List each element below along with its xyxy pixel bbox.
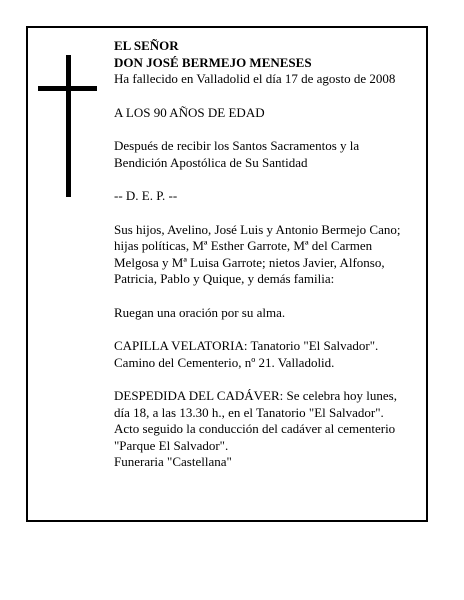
sacraments-line: Bendición Apostólica de Su Santidad [114,154,308,170]
chapel-line: CAPILLA VELATORIA: Tanatorio "El Salvador". [114,338,379,353]
family-line: Sus hijos, Avelino, José Luis y Antonio Bermejo Cano; [114,221,401,237]
rip-line: -- D. E. P. -- [114,188,178,203]
age-line: A LOS 90 AÑOS DE EDAD [114,104,265,120]
farewell-line: día 18, a las 13.30 h., en el Tanatorio "El Salvador". [114,404,384,420]
farewell-line: DESPEDIDA DEL CADÁVER: Se celebra hoy lunes, [114,388,397,403]
funeral-home-line: Funeraria "Castellana" [114,454,232,469]
honorific: EL SEÑOR [114,38,179,53]
family-paragraph [114,222,424,288]
chapel-paragraph [114,338,424,371]
farewell-line: Acto seguido la conducción del cadáver al cementerio [114,421,396,436]
death-notice: Ha fallecido en Valladolid el día 17 de agosto de 2008 [114,71,396,86]
cross-horizontal-bar [38,86,97,91]
sacraments-line: Después de recibir los Santos Sacramentos y la [114,138,360,153]
prayer-line: Ruegan una oración por su alma. [114,304,286,320]
obituary-header [114,38,424,88]
farewell-line: "Parque El Salvador". [114,437,229,453]
deceased-name: DON JOSÉ BERMEJO MENESES [114,54,312,70]
family-line: Melgosa y Mª Luisa Garrote; nietos Javier, Alfonso, [114,254,385,270]
obituary-text [114,38,424,488]
farewell-paragraph [114,388,424,471]
sacraments-paragraph [114,138,424,171]
family-line: Patricia, Pablo y Quique, y demás familia: [114,271,335,286]
family-line: hijas políticas, Mª Esther Garrote, Mª del Carmen [114,238,373,253]
chapel-line: Camino del Cementerio, nº 21. Valladolid. [114,354,335,370]
cross-vertical-bar [66,55,71,197]
